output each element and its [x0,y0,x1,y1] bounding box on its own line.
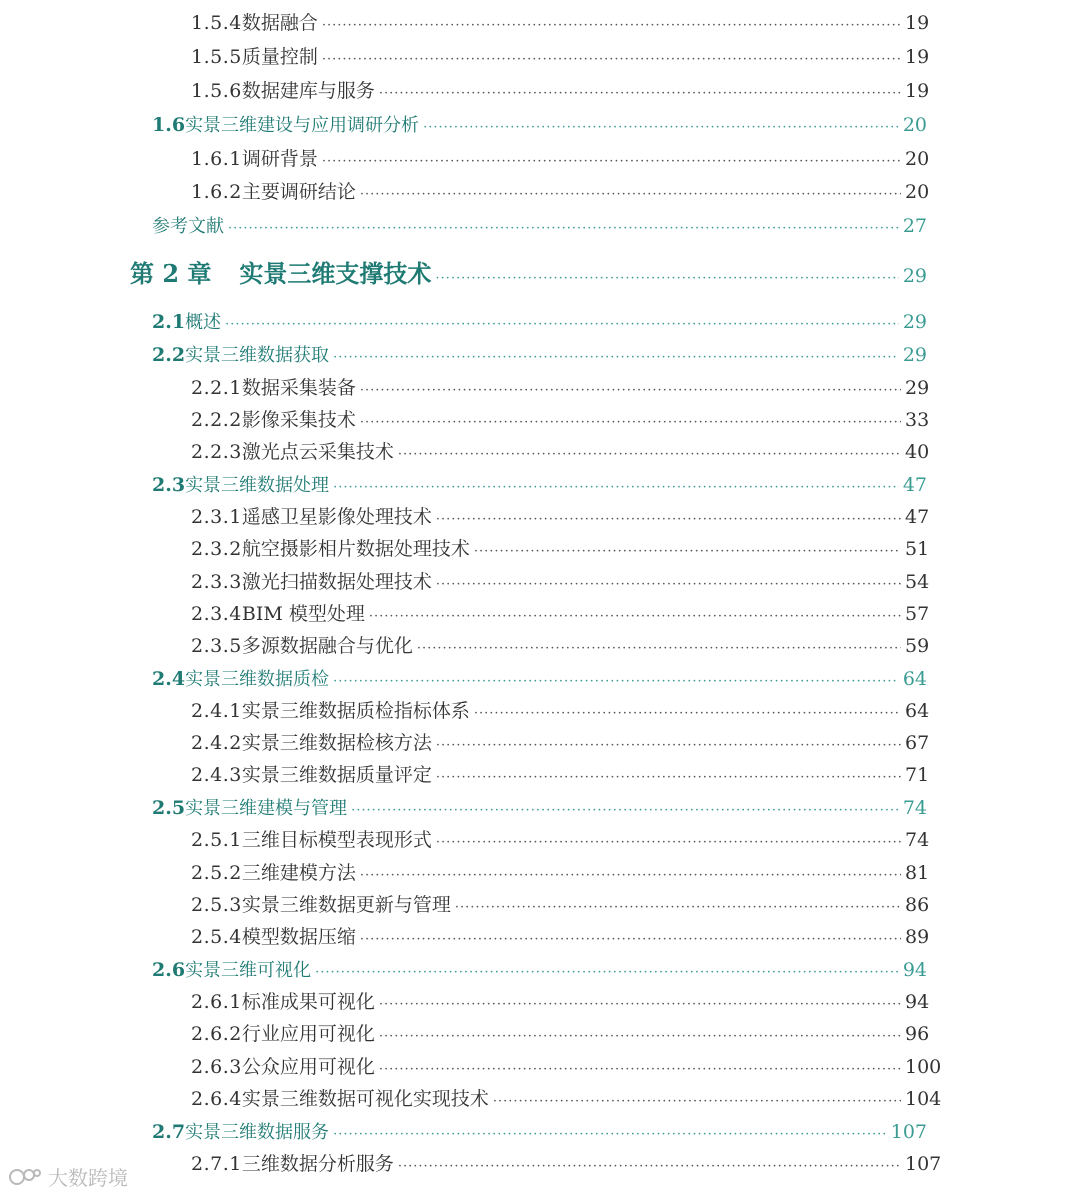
toc-subsection-row[interactable] [191,635,930,657]
dot-leader [360,933,901,946]
watermark [8,1162,128,1191]
toc-subsection-row[interactable] [191,148,930,170]
toc-entry-title: 实景三维数据可视化实现技术 [241,1088,489,1110]
dot-leader [435,272,898,285]
toc-subsection-row[interactable] [191,1056,942,1078]
toc-subsection-row[interactable] [191,441,930,463]
dot-leader [436,739,901,752]
dot-leader [436,513,901,526]
toc-page-number: 20 [905,148,930,170]
dot-leader [333,1128,887,1141]
toc-entry-number: 2.5.2 [191,862,242,884]
toc-subsection-row[interactable] [191,991,930,1013]
toc-entry-number: 2.6.3 [191,1056,242,1078]
toc-entry-number: 2.4.2 [191,732,242,754]
toc-entry-title: 公众应用可视化 [241,1056,375,1078]
toc-entry-number: 1.5.5 [191,46,242,68]
toc-entry-number: 1.5.4 [191,12,242,34]
dot-leader [315,966,899,979]
dot-leader [436,836,901,849]
toc-page-number: 27 [902,215,927,237]
dot-leader [225,318,899,331]
toc-page-number: 71 [905,764,930,786]
toc-entry-title: 激光点云采集技术 [241,441,394,463]
toc-section-row[interactable] [152,961,927,980]
toc-entry-title: 数据采集装备 [241,377,356,399]
toc-entry-number: 2.7 [152,1121,186,1143]
dot-leader [360,416,901,429]
toc-subsection-row[interactable] [191,894,930,916]
toc-entry-number: 2.3.1 [191,506,242,528]
toc-entry-title: 遥感卫星影像处理技术 [241,506,432,528]
toc-page-number: 40 [905,441,930,463]
watermark-text: 大数跨境 [48,1166,128,1190]
toc-page-number: 29 [905,377,930,399]
toc-entry-title: 实景三维建模与管理 [185,798,348,819]
dot-leader [436,578,901,591]
toc-page-number: 100 [905,1056,942,1078]
dot-leader [423,121,899,134]
toc-entry-number: 2.2.3 [191,441,242,463]
toc-page-number: 59 [905,635,930,657]
dot-leader [474,707,901,720]
toc-entry-title: 实景三维数据质检 [185,669,330,690]
toc-entry-number: 2.7.1 [191,1153,242,1175]
toc-page-number: 57 [905,603,930,625]
toc-subsection-row[interactable] [191,506,930,528]
toc-entry-title: 三维数据分析服务 [241,1153,394,1175]
toc-page-number: 86 [905,894,930,916]
toc-subsection-row[interactable] [191,46,930,68]
toc-section-row[interactable] [152,799,927,818]
toc-entry-number: 2.4.3 [191,764,242,786]
dot-leader [379,87,901,100]
toc-page-number: 89 [905,926,930,948]
toc-entry-number: 2.2.1 [191,377,242,399]
toc-page-number: 104 [905,1088,942,1110]
toc-entry-title: 调研背景 [241,148,318,170]
toc-page-number: 47 [905,506,930,528]
toc-entry-title: 参考文献 [152,216,224,237]
dot-leader [398,448,901,461]
toc-subsection-row[interactable] [191,538,930,560]
dot-leader [228,222,899,235]
toc-section-row[interactable] [152,476,927,495]
toc-subsection-row[interactable] [191,377,930,399]
dot-leader [322,53,901,66]
toc-page-number: 33 [905,409,930,431]
dot-leader [360,188,901,201]
toc-entry-title: 质量控制 [241,46,318,68]
toc-entry-number: 2.1 [152,311,186,333]
toc-page-number: 19 [905,12,930,34]
toc-subsection-row[interactable] [191,1153,942,1175]
dot-leader [398,1160,901,1173]
toc-subsection-row[interactable] [191,571,930,593]
toc-page-number: 107 [905,1153,942,1175]
toc-page-number: 94 [902,959,927,981]
toc-entry-number: 1.5.6 [191,80,242,102]
toc-entry-title: 行业应用可视化 [241,1023,375,1045]
dot-leader [333,675,899,688]
toc-entry-number: 2.6.1 [191,991,242,1013]
dot-leader [417,642,901,655]
toc-page-number: 107 [890,1121,927,1143]
toc-page-number: 29 [902,344,927,366]
toc-page-number: 81 [905,862,930,884]
toc-page-number: 29 [902,311,927,333]
dot-leader [322,155,901,168]
toc-section-row[interactable] [152,346,927,365]
toc-entry-title: 标准成果可视化 [241,991,375,1013]
toc-page-number: 67 [905,732,930,754]
toc-entry-title: 三维建模方法 [241,862,356,884]
toc-entry-title: 三维目标模型表现形式 [241,829,432,851]
toc-subsection-row[interactable] [191,732,930,754]
dot-leader [333,351,899,364]
toc-page-number: 19 [905,80,930,102]
toc-entry-title: 实景三维数据获取 [185,345,330,366]
toc-entry-number: 2.3 [152,474,186,496]
dot-leader [333,481,899,494]
toc-section-row[interactable] [152,1123,927,1142]
toc-entry-title: 实景三维数据质检指标体系 [241,700,470,722]
toc-entry-number: 2.2.2 [191,409,242,431]
toc-page-number: 64 [902,668,927,690]
toc-entry-number: 2.5.1 [191,829,242,851]
toc-section-row[interactable] [152,313,927,332]
toc-page-number: 20 [902,114,927,136]
toc-subsection-row[interactable] [191,764,930,786]
toc-subsection-row[interactable] [191,1023,930,1045]
toc-entry-title: 实景三维数据服务 [185,1122,330,1143]
toc-entry-number: 1.6.1 [191,148,242,170]
toc-entry-number: 2.6.4 [191,1088,242,1110]
toc-references-row[interactable] [152,217,927,236]
toc-page-number: 20 [905,181,930,203]
toc-entry-number: 2.3.3 [191,571,242,593]
dot-leader [474,545,901,558]
toc-entry-number: 2.4 [152,668,186,690]
toc-entry-number: 2.3.2 [191,538,242,560]
toc-section-row[interactable] [152,670,927,689]
dot-leader [360,869,901,882]
toc-page-number: 19 [905,46,930,68]
toc-subsection-row[interactable] [191,80,930,102]
dot-leader [322,19,901,32]
dot-leader [379,998,901,1011]
dot-leader [436,771,901,784]
toc-page-number: 96 [905,1023,930,1045]
toc-subsection-row[interactable] [191,12,930,34]
toc-page-number: 29 [902,265,927,287]
toc-entry-number: 2.5 [152,797,186,819]
dot-leader [379,1063,901,1076]
dot-leader [493,1095,901,1108]
toc-entry-title: 数据融合 [241,12,318,34]
toc-entry-number: 2.6 [152,959,186,981]
toc-page-number: 47 [902,474,927,496]
toc-subsection-row[interactable] [191,181,930,203]
toc-page-number: 94 [905,991,930,1013]
toc-entry-title: 概述 [185,312,222,333]
toc-entry-number: 2.3.5 [191,635,242,657]
toc-page-number: 74 [902,797,927,819]
fan-logo-icon [8,1165,42,1189]
toc-entry-number: 2.4.1 [191,700,242,722]
toc-entry-title: 实景三维数据质量评定 [241,764,432,786]
toc-subsection-row[interactable] [191,409,930,431]
toc-entry-number: 1.6.2 [191,181,242,203]
dot-leader [379,1030,901,1043]
toc-entry-number: 2.5.3 [191,894,242,916]
toc-chapter-row[interactable] [130,259,927,288]
toc-page-number: 54 [905,571,930,593]
toc-subsection-row[interactable] [191,862,930,884]
toc-entry-number: 2.3.4 [191,603,242,625]
toc-entry-number: 第 2 章 [130,259,212,288]
dot-leader [360,384,901,397]
toc-entry-title: 实景三维数据更新与管理 [241,894,451,916]
dot-leader [369,610,901,623]
toc-entry-title: 实景三维支撑技术 [239,259,432,288]
toc-entry-title: 数据建库与服务 [241,80,375,102]
toc-section-row[interactable] [152,116,927,135]
toc-subsection-row[interactable] [191,829,930,851]
toc-subsection-row[interactable] [191,1088,942,1110]
toc-entry-title: 实景三维数据检核方法 [241,732,432,754]
toc-entry-number: 1.6 [152,114,186,136]
toc-entry-title: 实景三维建设与应用调研分析 [185,115,420,136]
toc-entry-title: 模型数据压缩 [241,926,356,948]
toc-subsection-row[interactable] [191,700,930,722]
dot-leader [455,901,901,914]
toc-entry-title: 航空摄影相片数据处理技术 [241,538,470,560]
toc-page-number: 74 [905,829,930,851]
toc-page-number: 64 [905,700,930,722]
toc-entry-number: 2.2 [152,344,186,366]
toc-entry-title: 实景三维数据处理 [185,475,330,496]
toc-subsection-row[interactable] [191,603,930,625]
toc-entry-title: 影像采集技术 [241,409,356,431]
toc-entry-title: BIM 模型处理 [241,603,365,625]
toc-entry-title: 多源数据融合与优化 [241,635,413,657]
toc-entry-number: 2.5.4 [191,926,242,948]
toc-entry-title: 激光扫描数据处理技术 [241,571,432,593]
toc-entry-title: 主要调研结论 [241,181,356,203]
toc-entry-number: 2.6.2 [191,1023,242,1045]
toc-page-number: 51 [905,538,930,560]
toc-subsection-row[interactable] [191,926,930,948]
dot-leader [351,804,899,817]
toc-entry-title: 实景三维可视化 [185,960,312,981]
